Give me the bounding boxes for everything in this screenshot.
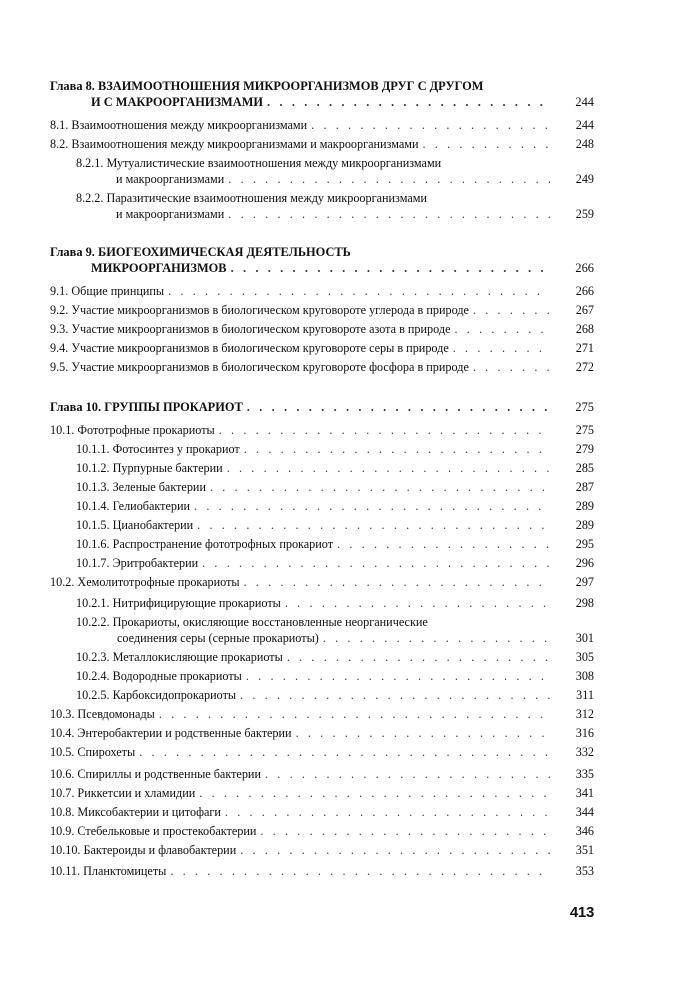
toc-subsection-10-1-1[interactable] [50,441,594,457]
toc-section-10-6[interactable] [50,766,594,782]
toc-page-number: 275 [575,423,594,437]
toc-entry-title: 10.5. Спирохеты [50,745,136,759]
toc-page-number: 244 [575,118,594,132]
leader-dots [260,823,550,839]
toc-entry-title: 10.1.1. Фотосинтез у прокариот [76,442,240,456]
toc-subsection-8-2-1[interactable] [50,155,594,187]
toc-entry-title: 10.7. Риккетсии и хламидии [50,786,196,800]
toc-entry-title: 10.6. Спириллы и родственные бактерии [50,767,261,781]
toc-entry-title: Глава 9. БИОГЕОХИМИЧЕСКАЯ ДЕЯТЕЛЬНОСТЬ [50,245,351,259]
leader-dots [422,136,550,152]
toc-page-number: 312 [575,707,594,721]
toc-subsection-10-1-2[interactable] [50,460,594,476]
toc-page-number: 346 [575,824,594,838]
leader-dots [244,574,550,590]
leader-dots [311,117,550,133]
toc-entry-title: 9.1. Общие принципы [50,284,165,298]
toc-entry-title: 10.11. Планктомицеты [50,864,167,878]
leader-dots [296,725,550,741]
leader-dots [287,649,550,665]
toc-subsection-10-2-1[interactable] [50,595,594,611]
toc-section-10-7[interactable] [50,785,594,801]
toc-subsection-10-2-5[interactable] [50,687,594,703]
toc-page-number: 308 [575,669,594,683]
toc-page-number: 311 [576,688,594,702]
toc-section-10-8[interactable] [50,804,594,820]
leader-dots [285,595,550,611]
toc-page-number: 268 [575,322,594,336]
toc-entry-title: 9.3. Участие микроорганизмов в биологическом круговороте азота в природе [50,322,451,336]
leader-dots [227,460,550,476]
leader-dots [210,479,550,495]
toc-entry-title: 8.2.2. Паразитические взаимоотношения между микроорганизмами [76,191,427,205]
toc-entry-title: 9.5. Участие микроорганизмов в биологическом круговороте фосфора в природе [50,360,469,374]
toc-subsection-10-1-7[interactable] [50,555,594,571]
toc-page-number: 259 [575,207,594,221]
toc-page-number: 287 [575,480,594,494]
toc-section-10-11[interactable] [50,863,594,879]
toc-page-number: 305 [575,650,594,664]
leader-dots [197,517,550,533]
leader-dots [225,804,550,820]
toc-page-number: 285 [575,461,594,475]
toc-subsection-8-2-2[interactable] [50,190,594,222]
toc-page-number: 248 [575,137,594,151]
toc-entry-title: 10.2.1. Нитрифицирующие прокариоты [76,596,281,610]
leader-dots [194,498,550,514]
toc-subsection-10-2-3[interactable] [50,649,594,665]
toc-section-10-4[interactable] [50,725,594,741]
leader-dots [323,630,550,646]
toc-entry-title: 10.10. Бактероиды и флавобактерии [50,843,237,857]
leader-dots [228,171,550,187]
toc-page-number: 272 [575,360,594,374]
toc-page-number: 267 [575,303,594,317]
toc-subsection-10-1-4[interactable] [50,498,594,514]
leader-dots [159,706,550,722]
toc-entry-title: 10.2.4. Водородные прокариоты [76,669,242,683]
toc-entry-title: 10.3. Псевдомонады [50,707,155,721]
toc-subsection-10-1-5[interactable] [50,517,594,533]
toc-section-9-5[interactable] [50,359,594,375]
toc-page-number: 335 [575,767,594,781]
toc-page-number: 266 [575,261,594,275]
toc-page-number: 341 [575,786,594,800]
toc-page-number: 271 [575,341,594,355]
toc-entry-title: 8.2. Взаимоотношения между микроорганизмами и макроорганизмами [50,137,419,151]
toc-section-10-9[interactable] [50,823,594,839]
leader-dots [453,340,550,356]
toc-entry-title: 10.9. Стебельковые и простекобактерии [50,824,257,838]
toc-entry-title: 10.2.3. Металлокисляющие прокариоты [76,650,283,664]
toc-page-number: 298 [575,596,594,610]
leader-dots [265,766,550,782]
toc-entry-title-cont: соединения серы (серные прокариоты) [117,631,319,645]
leader-dots [247,399,550,415]
toc-entry-title: 10.1.6. Распространение фототрофных прокариот [76,537,334,551]
toc-entry-title-cont: И С МАКРООРГАНИЗМАМИ [91,95,264,109]
toc-page-number: 289 [575,518,594,532]
toc-page-number: 275 [575,400,594,414]
toc-subsection-10-2-4[interactable] [50,668,594,684]
toc-section-10-10[interactable] [50,842,594,858]
toc-chapter-9[interactable] [50,244,594,276]
toc-section-9-3[interactable] [50,321,594,337]
toc-subsection-10-1-6[interactable] [50,536,594,552]
toc-section-8-2[interactable] [50,136,594,152]
leader-dots [240,687,550,703]
toc-page-number: 351 [575,843,594,857]
toc-entry-title: 8.2.1. Мутуалистические взаимоотношения между микроорганизмами [76,156,442,170]
toc-chapter-10[interactable] [50,399,594,415]
toc-entry-title: 10.1.3. Зеленые бактерии [76,480,206,494]
toc-section-10-5[interactable] [50,744,594,760]
toc-page-number: 344 [575,805,594,819]
leader-dots [139,744,550,760]
toc-entry-title: 10.2.2. Прокариоты, окисляющие восстановленные неорганические [76,615,428,629]
toc-page-number: 316 [575,726,594,740]
toc-page-number: 301 [575,631,594,645]
toc-page-number: 332 [575,745,594,759]
toc-page-number: 296 [575,556,594,570]
toc-page-number: 279 [575,442,594,456]
toc-section-9-1[interactable] [50,283,594,299]
toc-page-number: 289 [575,499,594,513]
toc-entry-title: Глава 10. ГРУППЫ ПРОКАРИОТ [50,400,243,414]
leader-dots [454,321,550,337]
leader-dots [267,94,550,110]
leader-dots [202,555,550,571]
leader-dots [199,785,550,801]
leader-dots [240,842,550,858]
toc-entry-title: 10.1. Фототрофные прокариоты [50,423,215,437]
leader-dots [228,206,550,222]
toc-page-number: 266 [575,284,594,298]
toc-entry-title: 8.1. Взаимоотношения между микроорганизмами [50,118,308,132]
toc-page-number: 249 [575,172,594,186]
toc-page-number: 295 [575,537,594,551]
toc-page-number: 297 [575,575,594,589]
leader-dots [170,863,550,879]
toc-entry-title-cont: и макроорганизмами [116,172,225,186]
toc-entry-title: 9.2. Участие микроорганизмов в биологическом круговороте углерода в природе [50,303,469,317]
toc-section-10-2[interactable] [50,574,594,590]
toc-section-9-2[interactable] [50,302,594,318]
leader-dots [473,359,550,375]
toc-subsection-10-2-2[interactable] [50,614,594,646]
toc-entry-title: 10.1.2. Пурпурные бактерии [76,461,223,475]
leader-dots [246,668,550,684]
toc-entry-title: 10.1.4. Гелиобактерии [76,499,191,513]
toc-entry-title: 10.1.7. Эритробактерии [76,556,199,570]
toc-section-9-4[interactable] [50,340,594,356]
toc-entry-title: 10.1.5. Цианобактерии [76,518,194,532]
toc-entry-title: 10.8. Миксобактерии и цитофаги [50,805,221,819]
leader-dots [231,260,550,276]
page-folio-number: 413 [569,904,594,921]
leader-dots [337,536,550,552]
toc-entry-title: 10.2.5. Карбоксидопрокариоты [76,688,237,702]
toc-chapter-8[interactable] [50,78,594,110]
leader-dots [473,302,550,318]
toc-section-8-1[interactable] [50,117,594,133]
leader-dots [168,283,550,299]
toc-page-number: 244 [575,95,594,109]
toc-page-number: 353 [575,864,594,878]
toc-entry-title: 9.4. Участие микроорганизмов в биологическом круговороте серы в природе [50,341,449,355]
toc-entry-title-cont: МИКРООРГАНИЗМОВ [91,261,227,275]
toc-entry-title: 10.4. Энтеробактерии и родственные бактерии [50,726,292,740]
leader-dots [219,422,550,438]
leader-dots [244,441,550,457]
toc-section-10-3[interactable] [50,706,594,722]
toc-entry-title: 10.2. Хемолитотрофные прокариоты [50,575,240,589]
toc-entry-title: Глава 8. ВЗАИМООТНОШЕНИЯ МИКРООРГАНИЗМОВ ДРУГ С ДРУГОМ [50,79,484,93]
toc-subsection-10-1-3[interactable] [50,479,594,495]
toc-entry-title-cont: и макроорганизмами [116,207,225,221]
toc-section-10-1[interactable] [50,422,594,438]
